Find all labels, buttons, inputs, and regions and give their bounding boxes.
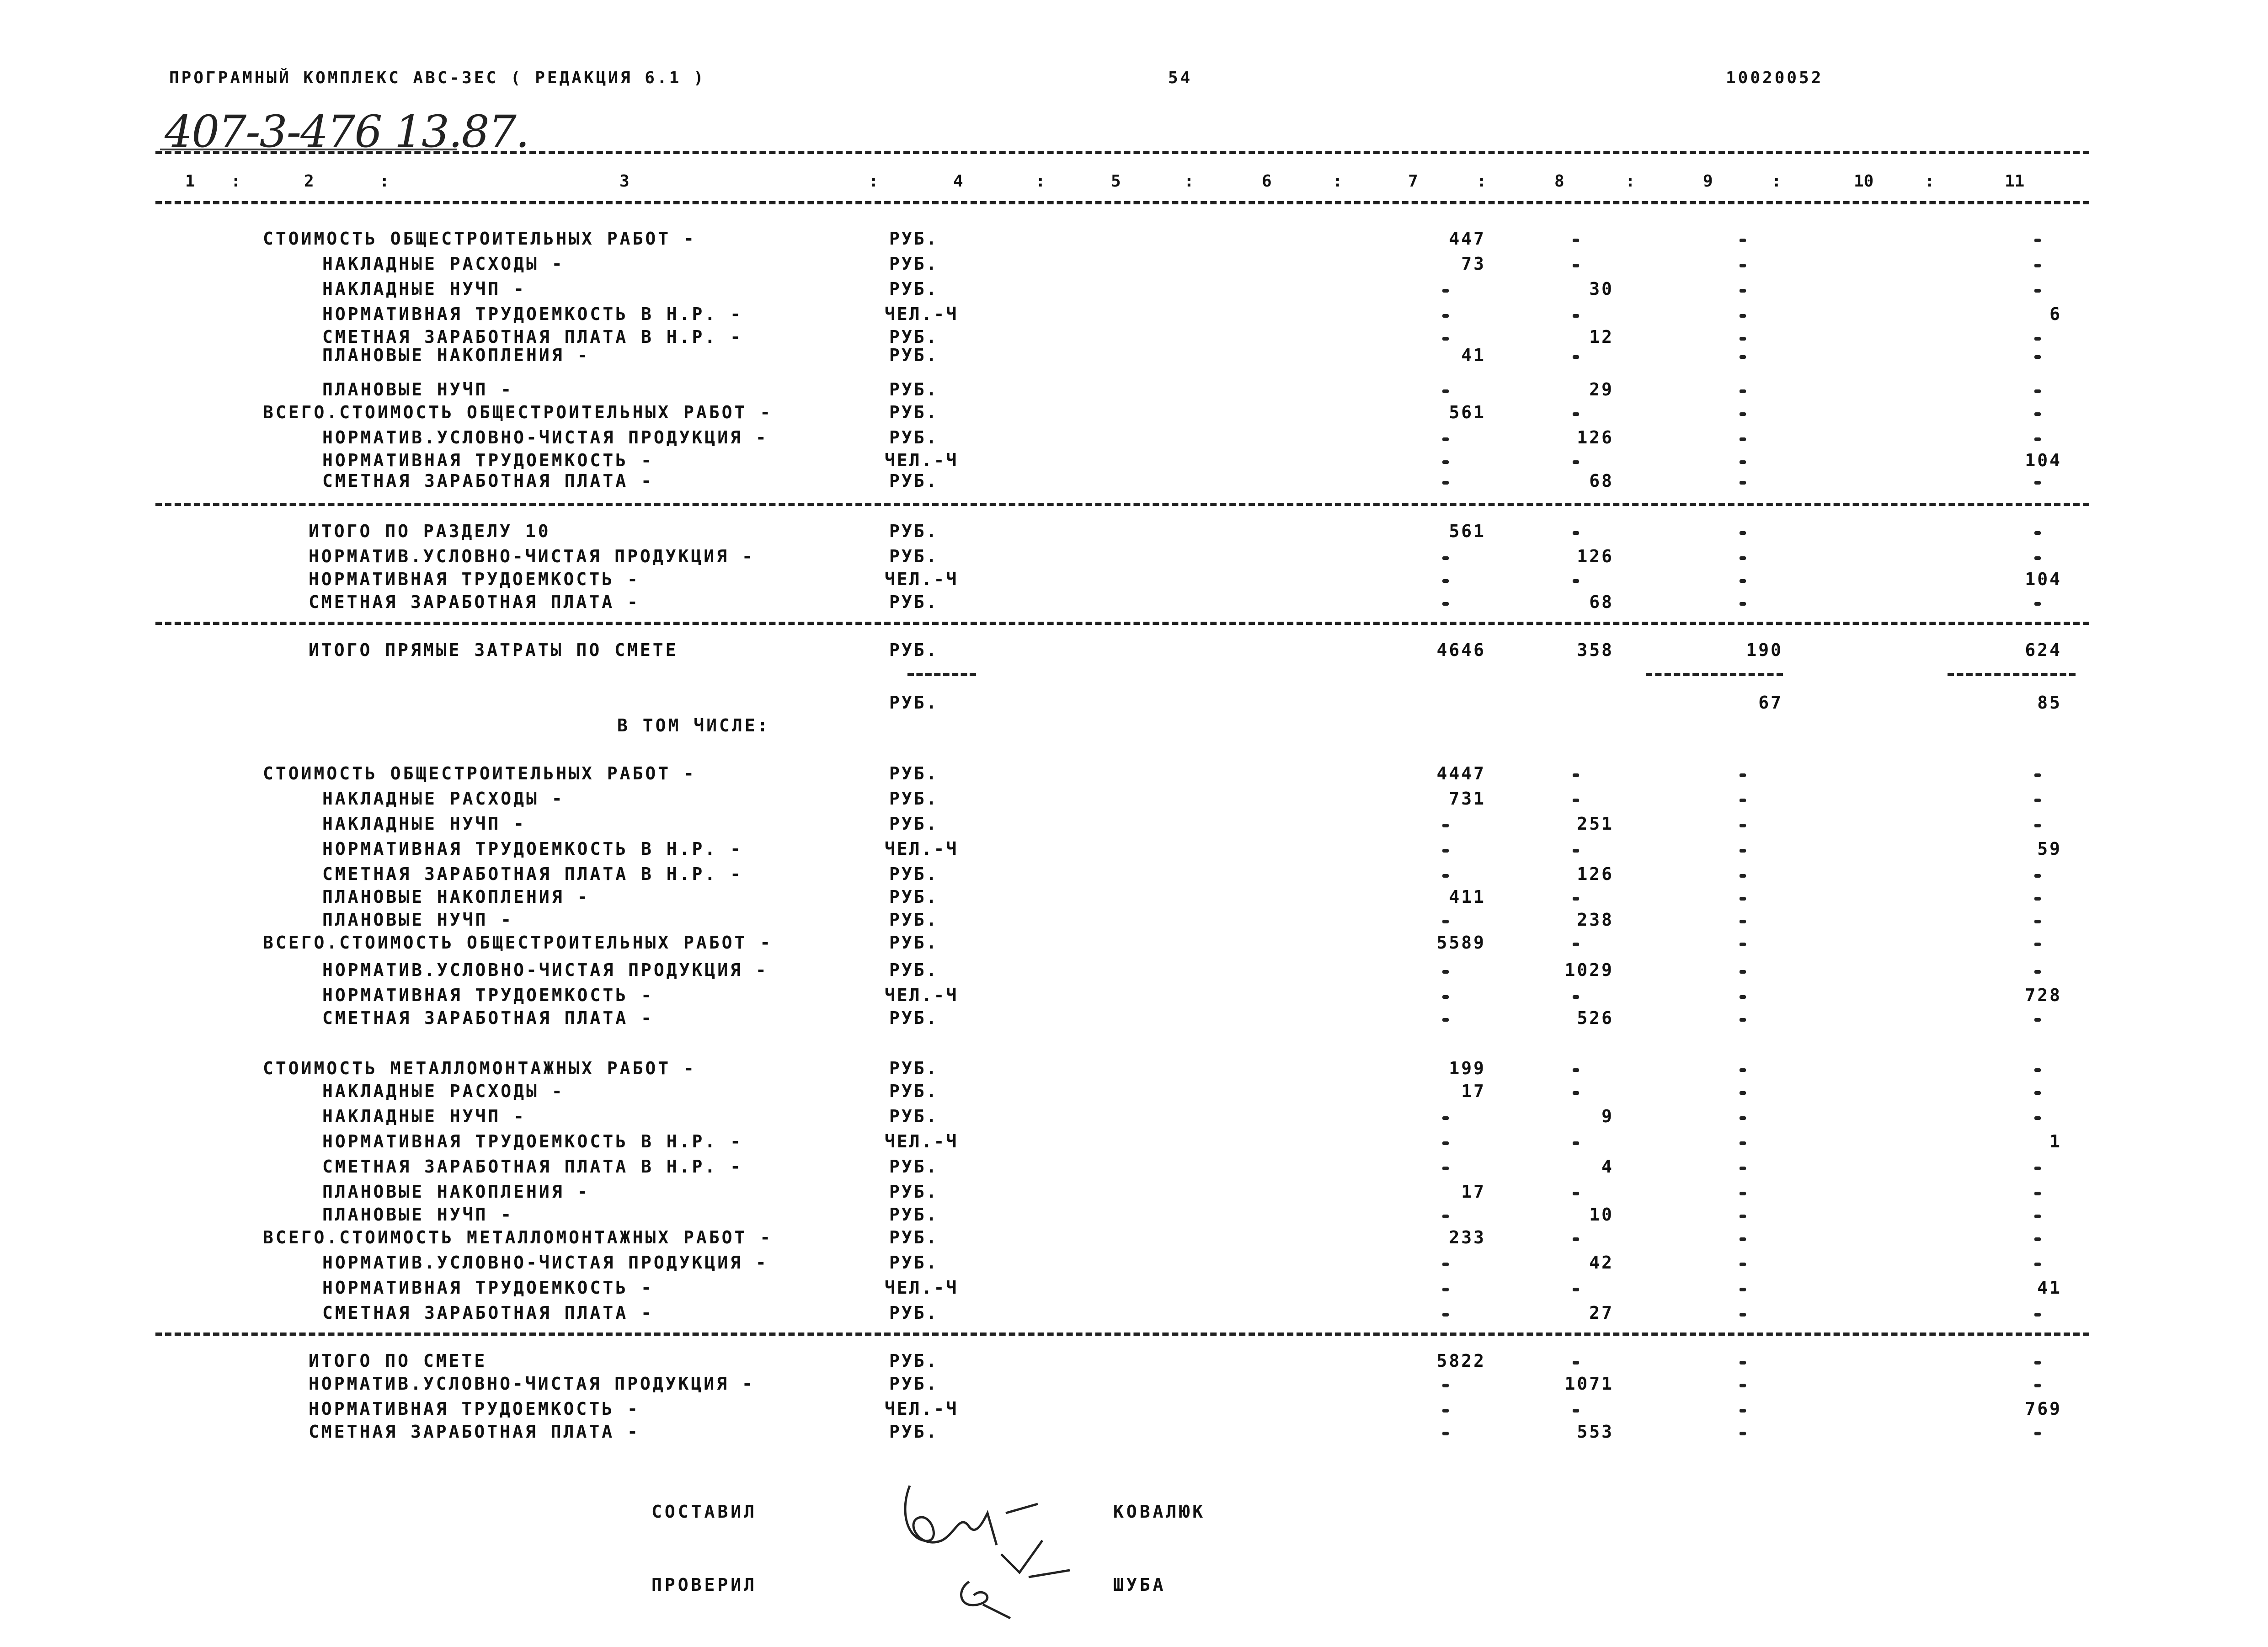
column-number: 3 xyxy=(619,172,630,191)
section-rule xyxy=(155,622,2089,625)
column-number: 1 xyxy=(185,172,195,191)
row-unit: ЧЕЛ.-Ч xyxy=(885,450,959,470)
empty-cell-dash xyxy=(1442,1116,1449,1120)
column-header-rule xyxy=(155,201,2089,204)
program-title: ПРОГРАМНЫЙ КОМПЛЕКС АВС-ЗЕС ( РЕДАКЦИЯ 6.1 ) xyxy=(169,69,706,87)
empty-cell-dash xyxy=(1740,970,1746,974)
column-separator: : xyxy=(1772,172,1782,191)
empty-cell-dash xyxy=(1573,1091,1579,1095)
empty-cell-dash xyxy=(1442,1167,1449,1170)
page-number: 54 xyxy=(1168,69,1193,87)
row-label: НОРМАТИВНАЯ ТРУДОЕМКОСТЬ - xyxy=(322,1278,654,1298)
empty-cell-dash xyxy=(1442,289,1449,293)
empty-cell-dash xyxy=(1740,1018,1746,1022)
cell-value-col11: 41 xyxy=(2037,1278,2062,1298)
cell-value-col9: 190 xyxy=(1746,640,1783,660)
column-number: 4 xyxy=(953,172,963,191)
row-label: ВСЕГО.СТОИМОСТЬ МЕТАЛЛОМОНТАЖНЫХ РАБОТ - xyxy=(263,1227,773,1247)
empty-cell-dash xyxy=(2034,1192,2041,1195)
empty-cell-dash xyxy=(1740,337,1746,341)
column-separator: : xyxy=(869,172,879,191)
cell-value-col7: 233 xyxy=(1449,1227,1486,1247)
row-unit: РУБ. xyxy=(889,640,939,660)
row-unit: РУБ. xyxy=(889,933,939,953)
row-unit: РУБ. xyxy=(889,1303,939,1323)
row-label: ПЛАНОВЫЕ НУЧП - xyxy=(322,379,514,400)
cell-value-col8: 42 xyxy=(1589,1253,1614,1273)
row-unit: ЧЕЛ.-Ч xyxy=(885,569,959,589)
empty-cell-dash xyxy=(1573,264,1579,267)
empty-cell-dash xyxy=(1740,874,1746,878)
empty-cell-dash xyxy=(1740,1237,1746,1241)
underline-col9 xyxy=(1646,673,1783,676)
empty-cell-dash xyxy=(1740,1263,1746,1266)
empty-cell-dash xyxy=(1573,1192,1579,1195)
empty-cell-dash xyxy=(1442,460,1449,464)
empty-cell-dash xyxy=(2034,874,2041,878)
row-label: НОРМАТИВНАЯ ТРУДОЕМКОСТЬ В Н.Р. - xyxy=(322,1131,743,1151)
empty-cell-dash xyxy=(1740,1192,1746,1195)
empty-cell-dash xyxy=(1442,970,1449,974)
cell-value-col8: 126 xyxy=(1577,864,1614,884)
cell-value-col8: 27 xyxy=(1589,1303,1614,1323)
row-unit: РУБ. xyxy=(889,546,939,566)
row-label: НОРМАТИВ.УСЛОВНО-ЧИСТАЯ ПРОДУКЦИЯ - xyxy=(322,427,768,448)
cell-value-col11: 104 xyxy=(2025,450,2062,470)
row-label: НОРМАТИВНАЯ ТРУДОЕМКОСТЬ - xyxy=(322,450,654,470)
row-unit: РУБ. xyxy=(889,1182,939,1202)
row-unit: РУБ. xyxy=(889,1157,939,1177)
empty-cell-dash xyxy=(1442,1288,1449,1291)
empty-cell-dash xyxy=(1573,799,1579,802)
cell-value-col7: 17 xyxy=(1461,1182,1486,1202)
row-unit: ЧЕЛ.-Ч xyxy=(885,304,959,324)
cell-value-col8: 1029 xyxy=(1564,960,1614,980)
empty-cell-dash xyxy=(1740,1384,1746,1387)
row-unit: РУБ. xyxy=(889,345,939,365)
row-unit: РУБ. xyxy=(889,960,939,980)
empty-cell-dash xyxy=(1573,355,1579,359)
row-label: ВСЕГО.СТОИМОСТЬ ОБЩЕСТРОИТЕЛЬНЫХ РАБОТ - xyxy=(263,402,773,422)
cell-value-col7: 199 xyxy=(1449,1058,1486,1078)
empty-cell-dash xyxy=(2034,773,2041,777)
row-label: СМЕТНАЯ ЗАРАБОТНАЯ ПЛАТА В Н.Р. - xyxy=(322,864,743,884)
row-label: ПЛАНОВЫЕ НАКОПЛЕНИЯ - xyxy=(322,887,590,907)
row-label: ПЛАНОВЫЕ НАКОПЛЕНИЯ - xyxy=(322,345,590,365)
row-unit: РУБ. xyxy=(889,379,939,400)
row-unit: РУБ. xyxy=(889,1227,939,1247)
empty-cell-dash xyxy=(2034,1237,2041,1241)
cell-value-col7: 4646 xyxy=(1436,640,1486,660)
empty-cell-dash xyxy=(2034,897,2041,901)
cell-value-col8: 1071 xyxy=(1564,1374,1614,1394)
empty-cell-dash xyxy=(1740,799,1746,802)
empty-cell-dash xyxy=(1442,1409,1449,1412)
document-code: 10020052 xyxy=(1726,69,1824,87)
cell-value-col11: 104 xyxy=(2025,569,2062,589)
row-label: НОРМАТИВНАЯ ТРУДОЕМКОСТЬ В Н.Р. - xyxy=(322,304,743,324)
cell-value-col7: 561 xyxy=(1449,402,1486,422)
empty-cell-dash xyxy=(1442,920,1449,923)
row-label: НОРМАТИВНАЯ ТРУДОЕМКОСТЬ - xyxy=(322,985,654,1005)
row-label: СМЕТНАЯ ЗАРАБОТНАЯ ПЛАТА - xyxy=(322,1303,654,1323)
section-rule xyxy=(155,1333,2089,1336)
row-unit: РУБ. xyxy=(889,1106,939,1126)
empty-cell-dash xyxy=(1573,1068,1579,1072)
row-label: НАКЛАДНЫЕ НУЧП - xyxy=(322,814,527,834)
column-separator: : xyxy=(231,172,241,191)
handwritten-underline xyxy=(160,149,457,150)
row-unit: РУБ. xyxy=(889,1008,939,1028)
row-unit: РУБ. xyxy=(889,521,939,541)
empty-cell-dash xyxy=(1442,1018,1449,1022)
row-label: НОРМАТИВНАЯ ТРУДОЕМКОСТЬ В Н.Р. - xyxy=(322,839,743,859)
empty-cell-dash xyxy=(1740,920,1746,923)
empty-cell-dash xyxy=(1442,602,1449,606)
empty-cell-dash xyxy=(2034,1068,2041,1072)
empty-cell-dash xyxy=(1740,579,1746,583)
empty-cell-dash xyxy=(2034,1215,2041,1218)
empty-cell-dash xyxy=(1573,579,1579,583)
empty-cell-dash xyxy=(1573,1237,1579,1241)
empty-cell-dash xyxy=(2034,943,2041,946)
cell-value-col8: 126 xyxy=(1577,546,1614,566)
empty-cell-dash xyxy=(1740,481,1746,485)
cell-value-col7: 731 xyxy=(1449,789,1486,809)
empty-cell-dash xyxy=(1442,1141,1449,1145)
row-unit: РУБ. xyxy=(889,910,939,930)
empty-cell-dash xyxy=(1740,531,1746,535)
row-label: ИТОГО ПО СМЕТЕ xyxy=(309,1351,487,1371)
empty-cell-dash xyxy=(1740,1432,1746,1435)
row-label: НАКЛАДНЫЕ РАСХОДЫ - xyxy=(322,789,565,809)
empty-cell-dash xyxy=(1740,1409,1746,1412)
row-unit: ЧЕЛ.-Ч xyxy=(885,1278,959,1298)
column-number: 10 xyxy=(1854,172,1874,191)
cell-value-col8: 238 xyxy=(1577,910,1614,930)
cell-value-col7: 73 xyxy=(1461,254,1486,274)
empty-cell-dash xyxy=(1573,849,1579,853)
row-label: ПЛАНОВЫЕ НУЧП - xyxy=(322,910,514,930)
empty-cell-dash xyxy=(1740,1141,1746,1145)
row-label: ПЛАНОВЫЕ НАКОПЛЕНИЯ - xyxy=(322,1182,590,1202)
row-unit: РУБ. xyxy=(889,693,939,713)
empty-cell-dash xyxy=(1442,556,1449,560)
empty-cell-dash xyxy=(1573,412,1579,416)
row-label: СТОИМОСТЬ ОБЩЕСТРОИТЕЛЬНЫХ РАБОТ - xyxy=(263,763,696,784)
cell-value-col7: 4447 xyxy=(1436,763,1486,784)
empty-cell-dash xyxy=(1442,1384,1449,1387)
cell-value-col7: 5822 xyxy=(1436,1351,1486,1371)
row-unit: РУБ. xyxy=(889,427,939,448)
row-label: СТОИМОСТЬ ОБЩЕСТРОИТЕЛЬНЫХ РАБОТ - xyxy=(263,229,696,249)
empty-cell-dash xyxy=(1573,943,1579,946)
row-label: НОРМАТИВ.УСЛОВНО-ЧИСТАЯ ПРОДУКЦИЯ - xyxy=(322,1253,768,1273)
cell-value-col7: 561 xyxy=(1449,521,1486,541)
empty-cell-dash xyxy=(2034,437,2041,441)
cell-value-col8: 9 xyxy=(1601,1106,1614,1126)
cell-value-col8: 358 xyxy=(1577,640,1614,660)
handwritten-project-number: 407-3-476 13.87. xyxy=(165,106,529,157)
row-unit: РУБ. xyxy=(889,763,939,784)
row-unit: РУБ. xyxy=(889,1205,939,1225)
empty-cell-dash xyxy=(2034,1018,2041,1022)
empty-cell-dash xyxy=(1740,897,1746,901)
row-label: СМЕТНАЯ ЗАРАБОТНАЯ ПЛАТА В Н.Р. - xyxy=(322,1157,743,1177)
empty-cell-dash xyxy=(1740,602,1746,606)
row-label: В ТОМ ЧИСЛЕ: xyxy=(617,715,770,736)
empty-cell-dash xyxy=(1573,1409,1579,1412)
empty-cell-dash xyxy=(1442,1215,1449,1218)
empty-cell-dash xyxy=(1442,824,1449,827)
column-number: 6 xyxy=(1262,172,1272,191)
empty-cell-dash xyxy=(2034,970,2041,974)
row-unit: РУБ. xyxy=(889,471,939,491)
empty-cell-dash xyxy=(2034,531,2041,535)
cell-value-col11: 6 xyxy=(2049,304,2062,324)
empty-cell-dash xyxy=(2034,602,2041,606)
empty-cell-dash xyxy=(1442,995,1449,999)
column-separator: : xyxy=(1035,172,1046,191)
empty-cell-dash xyxy=(2034,824,2041,827)
empty-cell-dash xyxy=(1740,1215,1746,1218)
row-unit: РУБ. xyxy=(889,1374,939,1394)
column-separator: : xyxy=(1333,172,1343,191)
empty-cell-dash xyxy=(1573,239,1579,242)
empty-cell-dash xyxy=(1740,773,1746,777)
row-unit: РУБ. xyxy=(889,254,939,274)
cell-value-col7: 447 xyxy=(1449,229,1486,249)
row-unit: РУБ. xyxy=(889,1058,939,1078)
empty-cell-dash xyxy=(1740,824,1746,827)
row-label: НОРМАТИВ.УСЛОВНО-ЧИСТАЯ ПРОДУКЦИЯ - xyxy=(309,546,755,566)
empty-cell-dash xyxy=(1740,943,1746,946)
empty-cell-dash xyxy=(1573,1288,1579,1291)
empty-cell-dash xyxy=(1740,1068,1746,1072)
row-label: НОРМАТИВНАЯ ТРУДОЕМКОСТЬ - xyxy=(309,569,640,589)
empty-cell-dash xyxy=(1740,995,1746,999)
section-rule xyxy=(155,503,2089,506)
empty-cell-dash xyxy=(2034,1091,2041,1095)
cell-value-col11: 624 xyxy=(2025,640,2062,660)
empty-cell-dash xyxy=(1573,460,1579,464)
empty-cell-dash xyxy=(2034,412,2041,416)
row-label: СМЕТНАЯ ЗАРАБОТНАЯ ПЛАТА - xyxy=(309,1422,640,1442)
row-unit: РУБ. xyxy=(889,789,939,809)
empty-cell-dash xyxy=(1442,389,1449,393)
empty-cell-dash xyxy=(1740,1167,1746,1170)
empty-cell-dash xyxy=(1442,481,1449,485)
cell-value-col9: 67 xyxy=(1758,693,1783,713)
empty-cell-dash xyxy=(1573,773,1579,777)
cell-value-col8: 553 xyxy=(1577,1422,1614,1442)
empty-cell-dash xyxy=(2034,1361,2041,1365)
column-separator: : xyxy=(379,172,390,191)
cell-value-col11: 1 xyxy=(2049,1131,2062,1151)
row-label: ИТОГО ПО РАЗДЕЛУ 10 xyxy=(309,521,551,541)
row-label: НАКЛАДНЫЕ РАСХОДЫ - xyxy=(322,1081,565,1101)
column-number: 8 xyxy=(1554,172,1564,191)
empty-cell-dash xyxy=(2034,1432,2041,1435)
empty-cell-dash xyxy=(1442,874,1449,878)
empty-cell-dash xyxy=(1740,289,1746,293)
empty-cell-dash xyxy=(2034,556,2041,560)
row-unit: РУБ. xyxy=(889,1253,939,1273)
empty-cell-dash xyxy=(1740,437,1746,441)
cell-value-col11: 728 xyxy=(2025,985,2062,1005)
empty-cell-dash xyxy=(1442,337,1449,341)
empty-cell-dash xyxy=(1740,355,1746,359)
row-label: ИТОГО ПРЯМЫЕ ЗАТРАТЫ ПО СМЕТЕ xyxy=(309,640,678,660)
empty-cell-dash xyxy=(2034,1313,2041,1317)
empty-cell-dash xyxy=(2034,355,2041,359)
checked-by-label: ПРОВЕРИЛ xyxy=(651,1575,758,1595)
empty-cell-dash xyxy=(1740,1116,1746,1120)
compiled-by-name: КОВАЛЮК xyxy=(1113,1502,1206,1522)
empty-cell-dash xyxy=(1573,531,1579,535)
row-label: СТОИМОСТЬ МЕТАЛЛОМОНТАЖНЫХ РАБОТ - xyxy=(263,1058,696,1078)
column-number: 9 xyxy=(1703,172,1713,191)
empty-cell-dash xyxy=(1442,1313,1449,1317)
empty-cell-dash xyxy=(1740,556,1746,560)
row-unit: ЧЕЛ.-Ч xyxy=(885,839,959,859)
cell-value-col7: 17 xyxy=(1461,1081,1486,1101)
empty-cell-dash xyxy=(2034,799,2041,802)
empty-cell-dash xyxy=(1573,1141,1579,1145)
row-unit: ЧЕЛ.-Ч xyxy=(885,1131,959,1151)
empty-cell-dash xyxy=(1740,1313,1746,1317)
empty-cell-dash xyxy=(1573,314,1579,318)
column-number: 11 xyxy=(2005,172,2025,191)
row-unit: РУБ. xyxy=(889,1081,939,1101)
row-unit: ЧЕЛ.-Ч xyxy=(885,1399,959,1419)
cell-value-col8: 12 xyxy=(1589,327,1614,347)
empty-cell-dash xyxy=(2034,920,2041,923)
empty-cell-dash xyxy=(2034,337,2041,341)
empty-cell-dash xyxy=(1573,897,1579,901)
cell-value-col8: 251 xyxy=(1577,814,1614,834)
empty-cell-dash xyxy=(2034,481,2041,485)
row-unit: РУБ. xyxy=(889,814,939,834)
empty-cell-dash xyxy=(1740,1361,1746,1365)
column-number: 2 xyxy=(304,172,314,191)
column-separator: : xyxy=(1625,172,1635,191)
column-number: 5 xyxy=(1111,172,1121,191)
empty-cell-dash xyxy=(1442,1263,1449,1266)
row-unit: РУБ. xyxy=(889,229,939,249)
empty-cell-dash xyxy=(2034,1167,2041,1170)
empty-cell-dash xyxy=(2034,389,2041,393)
cell-value-col7: 411 xyxy=(1449,887,1486,907)
empty-cell-dash xyxy=(1442,579,1449,583)
row-label: НОРМАТИВ.УСЛОВНО-ЧИСТАЯ ПРОДУКЦИЯ - xyxy=(322,960,768,980)
empty-cell-dash xyxy=(2034,289,2041,293)
cell-value-col11: 769 xyxy=(2025,1399,2062,1419)
row-unit: РУБ. xyxy=(889,327,939,347)
empty-cell-dash xyxy=(1573,1361,1579,1365)
empty-cell-dash xyxy=(1740,314,1746,318)
signature-scribble xyxy=(891,1472,1111,1623)
cell-value-col8: 10 xyxy=(1589,1205,1614,1225)
row-unit: РУБ. xyxy=(889,592,939,612)
cell-value-col8: 68 xyxy=(1589,471,1614,491)
row-unit: РУБ. xyxy=(889,402,939,422)
underline-col11 xyxy=(1948,673,2076,676)
row-label: ВСЕГО.СТОИМОСТЬ ОБЩЕСТРОИТЕЛЬНЫХ РАБОТ - xyxy=(263,933,773,953)
row-unit: РУБ. xyxy=(889,279,939,299)
empty-cell-dash xyxy=(1740,460,1746,464)
empty-cell-dash xyxy=(1442,437,1449,441)
row-unit: РУБ. xyxy=(889,864,939,884)
empty-cell-dash xyxy=(2034,1263,2041,1266)
table-top-rule xyxy=(155,151,2089,154)
row-unit: РУБ. xyxy=(889,1351,939,1371)
empty-cell-dash xyxy=(1573,995,1579,999)
empty-cell-dash xyxy=(2034,1116,2041,1120)
empty-cell-dash xyxy=(1442,849,1449,853)
row-label: СМЕТНАЯ ЗАРАБОТНАЯ ПЛАТА - xyxy=(322,1008,654,1028)
compiled-by-label: СОСТАВИЛ xyxy=(651,1502,758,1522)
row-label: СМЕТНАЯ ЗАРАБОТНАЯ ПЛАТА - xyxy=(309,592,640,612)
cell-value-col8: 30 xyxy=(1589,279,1614,299)
row-label: НАКЛАДНЫЕ НУЧП - xyxy=(322,1106,527,1126)
cell-value-col11: 85 xyxy=(2037,693,2062,713)
cell-value-col8: 126 xyxy=(1577,427,1614,448)
empty-cell-dash xyxy=(1740,412,1746,416)
empty-cell-dash xyxy=(1740,264,1746,267)
row-label: НОРМАТИВНАЯ ТРУДОЕМКОСТЬ - xyxy=(309,1399,640,1419)
cell-value-col8: 68 xyxy=(1589,592,1614,612)
cell-value-col7: 5589 xyxy=(1436,933,1486,953)
row-label: НАКЛАДНЫЕ РАСХОДЫ - xyxy=(322,254,565,274)
row-unit: РУБ. xyxy=(889,887,939,907)
empty-cell-dash xyxy=(1740,1091,1746,1095)
empty-cell-dash xyxy=(2034,264,2041,267)
row-label: СМЕТНАЯ ЗАРАБОТНАЯ ПЛАТА В Н.Р. - xyxy=(322,327,743,347)
empty-cell-dash xyxy=(1740,239,1746,242)
row-label: НОРМАТИВ.УСЛОВНО-ЧИСТАЯ ПРОДУКЦИЯ - xyxy=(309,1374,755,1394)
cell-value-col7: 41 xyxy=(1461,345,1486,365)
empty-cell-dash xyxy=(1740,849,1746,853)
empty-cell-dash xyxy=(1442,314,1449,318)
cell-value-col8: 29 xyxy=(1589,379,1614,400)
cell-value-col8: 526 xyxy=(1577,1008,1614,1028)
cell-value-col8: 4 xyxy=(1601,1157,1614,1177)
empty-cell-dash xyxy=(1740,389,1746,393)
row-label: СМЕТНАЯ ЗАРАБОТНАЯ ПЛАТА - xyxy=(322,471,654,491)
column-number: 7 xyxy=(1408,172,1418,191)
row-unit: ЧЕЛ.-Ч xyxy=(885,985,959,1005)
column-separator: : xyxy=(1925,172,1935,191)
empty-cell-dash xyxy=(2034,239,2041,242)
empty-cell-dash xyxy=(1740,1288,1746,1291)
empty-cell-dash xyxy=(1442,1432,1449,1435)
cell-value-col11: 59 xyxy=(2037,839,2062,859)
row-unit: РУБ. xyxy=(889,1422,939,1442)
underline-rub xyxy=(907,673,976,676)
row-label: НАКЛАДНЫЕ НУЧП - xyxy=(322,279,527,299)
column-separator: : xyxy=(1477,172,1487,191)
row-label: ПЛАНОВЫЕ НУЧП - xyxy=(322,1205,514,1225)
column-separator: : xyxy=(1184,172,1194,191)
checked-by-name: ШУБА xyxy=(1113,1575,1166,1595)
empty-cell-dash xyxy=(2034,1384,2041,1387)
